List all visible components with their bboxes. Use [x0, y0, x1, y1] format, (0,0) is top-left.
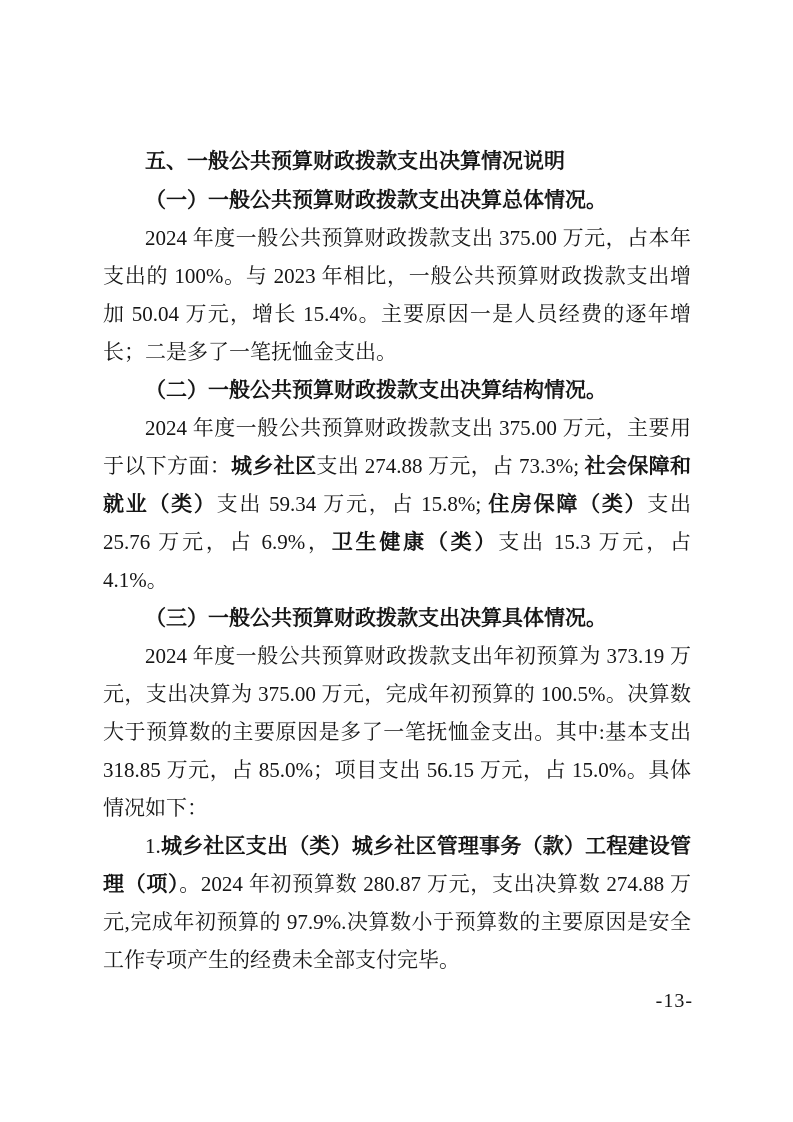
paragraph-item-1: [103, 827, 691, 979]
bold-category-health: 卫生健康（类）: [331, 530, 499, 554]
bold-category-social-security-employment: 社会保障和就业（类）: [103, 454, 692, 516]
paragraph-text: 支出 25.76 万元，占 6.9%，: [103, 492, 692, 554]
paragraph-text: 。2024 年初预算数 280.87 万元，支出决算数 274.88 万元,完成年初预算的 97.9%.决算数小于预算数的主要原因是安全工作专项产生的经费未全部支付完毕。: [103, 872, 692, 972]
paragraph-text: 支出 15.3 万元，占 4.1%。: [103, 530, 692, 592]
paragraph-text: 2024 年度一般公共预算财政拨款支出 375.00 万元，占本年支出的 100%。与 2023 年相比，一般公共预算财政拨款支出增加 50.04 万元，增长 15.4%。主要原因一是人员经费的逐年增长；二是多了一笔抚恤金支出。: [103, 226, 691, 364]
main-heading: 五、一般公共预算财政拨款支出决算情况说明: [145, 150, 565, 173]
paragraph-text: 2024 年度一般公共预算财政拨款支出年初预算为 373.19 万元，支出决算为 375.00 万元，完成年初预算的 100.5%。决算数大于预算数的主要原因是多了一笔抚恤金支出。其中:基本支出 318.85 万元，占 85.0%；项目支出 56.15 万元，占 15.0%。具体情况如下：: [103, 644, 691, 820]
document-content: [103, 143, 691, 979]
paragraph-overall-situation: [103, 219, 691, 371]
item-number: 1.: [145, 834, 161, 858]
paragraph-text: 2024 年度一般公共预算财政拨款支出 375.00 万元，主要用于以下方面：: [103, 416, 691, 478]
bold-item-title: 城乡社区支出（类）城乡社区管理事务（款）工程建设管理（项）: [103, 834, 691, 896]
paragraph-structure-situation: [103, 409, 691, 599]
subsection-heading-2: （二）一般公共预算财政拨款支出决算结构情况。: [145, 378, 607, 402]
subsection-heading-1: （一）一般公共预算财政拨款支出决算总体情况。: [145, 188, 607, 212]
paragraph-text: 支出 274.88 万元，占 73.3%;: [316, 454, 585, 478]
bold-category-housing-security: 住房保障（类）: [488, 492, 648, 516]
bold-category-urban-rural-community: 城乡社区: [231, 454, 317, 478]
paragraph-specific-situation: [103, 637, 691, 827]
paragraph-text: 支出 59.34 万元，占 15.8%;: [216, 492, 489, 516]
page-number: -13-: [655, 990, 693, 1012]
subsection-heading-3: （三）一般公共预算财政拨款支出决算具体情况。: [145, 606, 607, 630]
